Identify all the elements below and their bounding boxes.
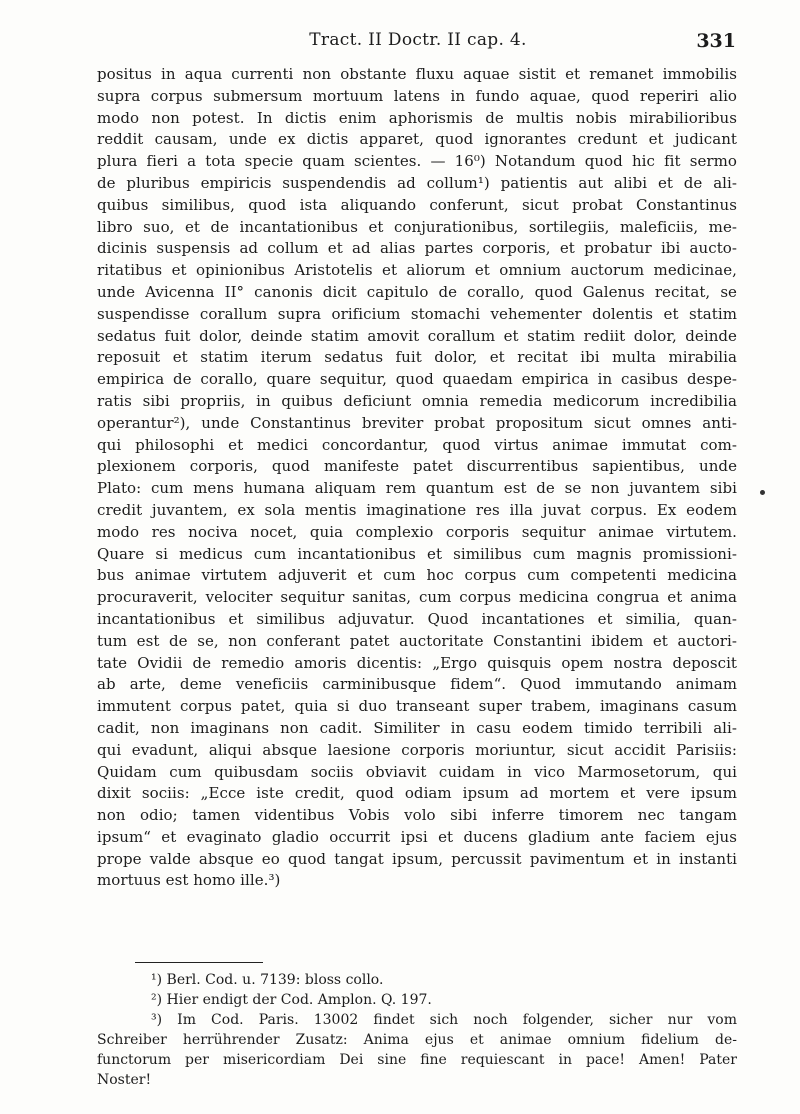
- footnote-divider: [135, 962, 263, 963]
- text-line: Quidam cum quibusdam sociis obviavit cuidam in vico Marmosetorum, qui: [97, 762, 737, 781]
- text-line: prope valde absque eo quod tangat ipsum, percussit pavimentum et in instanti: [97, 849, 737, 868]
- text-line: procuraverit, velociter sequitur sanitas, cum corpus medicina congrua et anima: [97, 588, 737, 607]
- text-line: plexionem corporis, quod manifeste patet discurrentibus sapientibus, unde: [97, 457, 737, 476]
- text-line: reddit causam, unde ex dictis apparet, quod ignorantes credunt et judicant: [97, 130, 737, 149]
- text-line: credit juvantem, ex sola mentis imaginatione res illa juvat corpus. Ex eodem: [97, 500, 737, 519]
- page-number: 331: [696, 30, 736, 52]
- text-line: dicinis suspensis ad collum et ad alias partes corporis, et probatur ibi aucto-: [97, 239, 737, 258]
- text-line: ritatibus et opinionibus Aristotelis et aliorum et omnium auctorum medicinae,: [97, 261, 737, 280]
- text-line: modo res nociva nocet, quia complexio corporis sequitur animae virtutem.: [97, 522, 737, 541]
- footnote-3: ³) Im Cod. Paris. 13002 findet sich noch folgender, sicher nur vom: [151, 1012, 737, 1028]
- footnote-3-continued: Noster!: [97, 1072, 152, 1088]
- footnote-3-continued: functorum per misericordiam Dei sine fine requiescant in pace! Amen! Pater: [97, 1052, 737, 1068]
- text-line: ipsum“ et evaginato gladio occurrit ipsi et ducens gladium ante faciem ejus: [97, 827, 737, 846]
- text-line: Quare si medicus cum incantationibus et similibus cum magnis promissioni-: [97, 544, 737, 563]
- text-line: incantationibus et similibus adjuvatur. Quod incantationes et similia, quan-: [97, 609, 737, 628]
- footnote-1: ¹) Berl. Cod. u. 7139: bloss collo.: [151, 972, 384, 988]
- text-line: cadit, non imaginans non cadit. Similiter in casu eodem timido terribili ali-: [97, 718, 737, 737]
- text-line: non odio; tamen videntibus Vobis volo sibi inferre timorem nec tangam: [97, 806, 737, 825]
- text-line: de pluribus empiricis suspendendis ad collum¹) patientis aut alibi et de ali-: [97, 173, 737, 192]
- text-line: operantur²), unde Constantinus breviter probat propositum sicut omnes anti-: [97, 413, 737, 432]
- text-line: qui philosophi et medici concordantur, quod virtus animae immutat com-: [97, 435, 737, 454]
- text-line: supra corpus submersum mortuum latens in fundo aquae, quod reperiri alio: [97, 86, 737, 105]
- margin-speck: [760, 490, 765, 495]
- text-line: tum est de se, non conferant patet auctoritate Constantini ibidem et auctori-: [97, 631, 737, 650]
- text-line: sedatus fuit dolor, deinde statim amovit corallum et statim rediit dolor, deinde: [97, 326, 737, 345]
- text-line: Plato: cum mens humana aliquam rem quantum est de se non juvantem sibi: [97, 479, 737, 498]
- text-line: positus in aqua currenti non obstante fluxu aquae sistit et remanet immobilis: [97, 65, 737, 83]
- text-line: libro suo, et de incantationibus et conjurationibus, sortilegiis, maleficiis, me-: [97, 217, 737, 236]
- text-line: unde Avicenna II° canonis dicit capitulo de corallo, quod Galenus recitat, se: [97, 282, 737, 301]
- main-text: [97, 64, 737, 892]
- text-line: reposuit et statim iterum sedatus fuit dolor, et recitat ibi multa mirabilia: [97, 348, 737, 367]
- text-line: qui evadunt, aliqui absque laesione corporis moriuntur, sicut accidit Parisiis:: [97, 740, 737, 759]
- running-head: Tract. II Doctr. II cap. 4.: [309, 30, 527, 50]
- text-line: dixit sociis: „Ecce iste credit, quod odiam ipsum ad mortem et vere ipsum: [97, 784, 737, 803]
- text-line: plura fieri a tota specie quam scientes. — 16⁰) Notandum quod hic fit sermo: [97, 152, 737, 171]
- text-line: bus animae virtutem adjuverit et cum hoc corpus cum competenti medicina: [97, 566, 737, 585]
- text-line: modo non potest. In dictis enim aphorismis de multis nobis mirabilioribus: [97, 108, 737, 127]
- text-line: tate Ovidii de remedio amoris dicentis: „Ergo quisquis opem nostra deposcit: [97, 653, 737, 672]
- footnotes: [97, 970, 737, 1090]
- text-line: ratis sibi propriis, in quibus deficiunt omnia remedia medicorum incredibilia: [97, 391, 737, 410]
- text-line: suspendisse corallum supra orificium stomachi vehementer dolentis et statim: [97, 304, 737, 323]
- text-line: empirica de corallo, quare sequitur, quod quaedam empirica in casibus despe-: [97, 370, 737, 389]
- footnote-2: ²) Hier endigt der Cod. Amplon. Q. 197.: [151, 992, 432, 1008]
- text-line: mortuus est homo ille.³): [97, 871, 281, 890]
- text-line: immutent corpus patet, quia si duo transeant super trabem, imaginans casum: [97, 697, 737, 716]
- footnote-3-continued: Schreiber herrührender Zusatz: Anima ejus et animae omnium fidelium de-: [97, 1032, 737, 1048]
- text-line: quibus similibus, quod ista aliquando conferunt, sicut probat Constantinus: [97, 195, 737, 214]
- text-line: ab arte, deme veneficiis carminibusque fidem“. Quod immutando animam: [97, 675, 737, 694]
- page-header: [100, 30, 736, 56]
